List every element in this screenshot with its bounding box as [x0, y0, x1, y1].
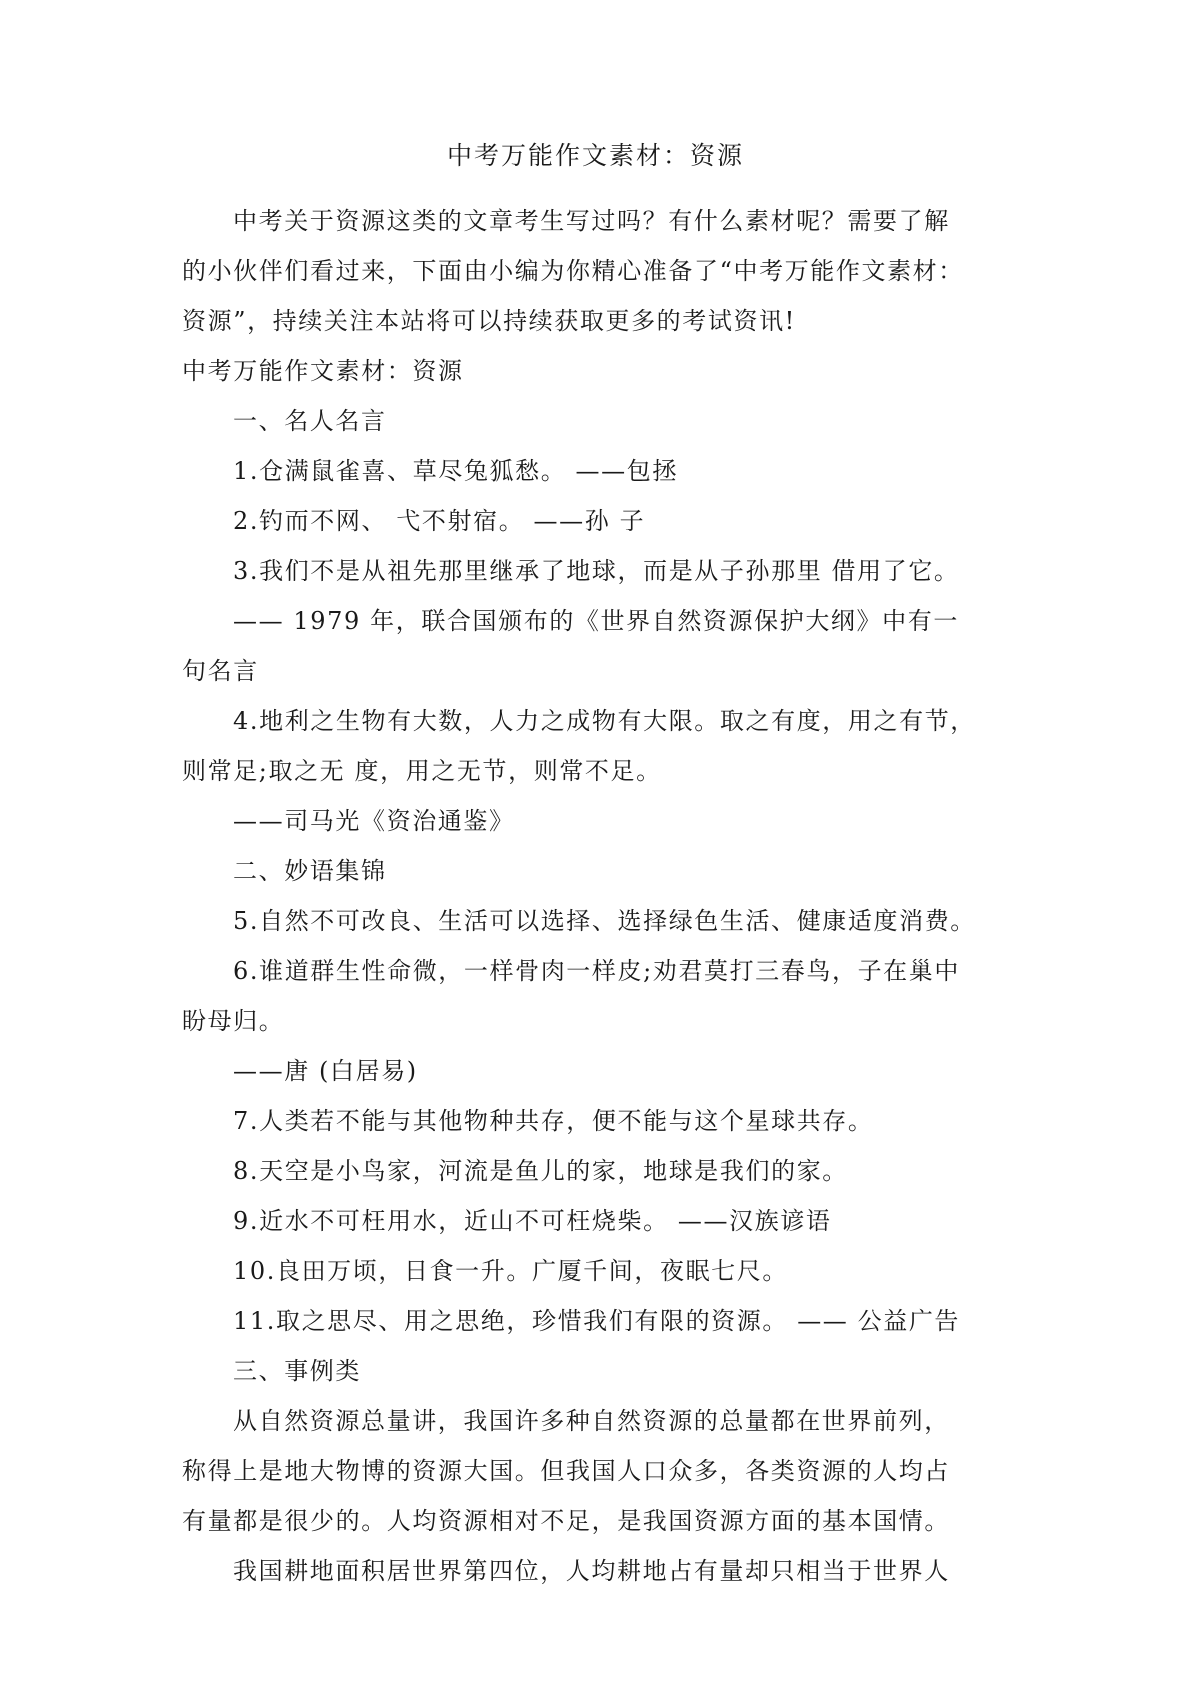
intro-line-2: 的小伙伴们看过来，下面由小编为你精心准备了“中考万能作文素材：: [182, 257, 964, 285]
section-heading-quotes: 一、名人名言: [233, 407, 387, 435]
quote-2: 2.钓而不网、 弋不射宿。 ——孙 子: [233, 507, 646, 535]
intro-line-3: 资源”，持续关注本站将可以持续获取更多的考试资讯!: [182, 307, 796, 335]
intro-line-1: 中考关于资源这类的文章考生写过吗？有什么素材呢？需要了解: [233, 207, 950, 235]
saying-5: 5.自然不可改良、生活可以选择、选择绿色生活、健康适度消费。: [233, 907, 976, 935]
example-paragraph-1-line-1: 从自然资源总量讲，我国许多种自然资源的总量都在世界前列，: [233, 1407, 950, 1435]
example-paragraph-2-line-1: 我国耕地面积居世界第四位，人均耕地占有量却只相当于世界人: [233, 1557, 950, 1585]
saying-6-source: ——唐 (白居易): [233, 1057, 418, 1085]
quote-4-line-1: 4.地利之生物有大数，人力之成物有大限。取之有度，用之有节，: [233, 707, 976, 735]
example-paragraph-1-line-3: 有量都是很少的。人均资源相对不足，是我国资源方面的基本国情。: [182, 1507, 950, 1535]
section-heading-sayings: 二、妙语集锦: [233, 857, 387, 885]
subtitle: 中考万能作文素材：资源: [182, 357, 464, 385]
quote-1: 1.仓满鼠雀喜、草尽兔狐愁。 ——包拯: [233, 457, 678, 485]
saying-9: 9.近水不可枉用水，近山不可枉烧柴。 ——汉族谚语: [233, 1207, 832, 1235]
quote-3: 3.我们不是从祖先那里继承了地球，而是从子孙那里 借用了它。: [233, 557, 960, 585]
saying-6-line-1: 6.谁道群生性命微，一样骨肉一样皮;劝君莫打三春鸟，子在巢中: [233, 957, 960, 985]
example-paragraph-1-line-2: 称得上是地大物博的资源大国。但我国人口众多，各类资源的人均占: [182, 1457, 950, 1485]
section-heading-examples: 三、事例类: [233, 1357, 361, 1385]
document-title: 中考万能作文素材：资源: [446, 141, 744, 170]
quote-4-line-2: 则常足;取之无 度，用之无节，则常不足。: [182, 757, 662, 785]
quote-3-source-line-1: —— 1979 年，联合国颁布的《世界自然资源保护大纲》中有一: [233, 607, 959, 635]
saying-11: 11.取之思尽、用之思绝，珍惜我们有限的资源。 —— 公益广告: [233, 1307, 961, 1335]
quote-3-source-line-2: 句名言: [182, 657, 259, 685]
saying-6-line-2: 盼母归。: [182, 1007, 285, 1035]
saying-8: 8.天空是小鸟家，河流是鱼儿的家，地球是我们的家。: [233, 1157, 848, 1185]
quote-4-source: ——司马光《资治通鉴》: [233, 807, 515, 835]
saying-10: 10.良田万顷，日食一升。广厦千间，夜眠七尺。: [233, 1257, 788, 1285]
saying-7: 7.人类若不能与其他物种共存，便不能与这个星球共存。: [233, 1107, 874, 1135]
